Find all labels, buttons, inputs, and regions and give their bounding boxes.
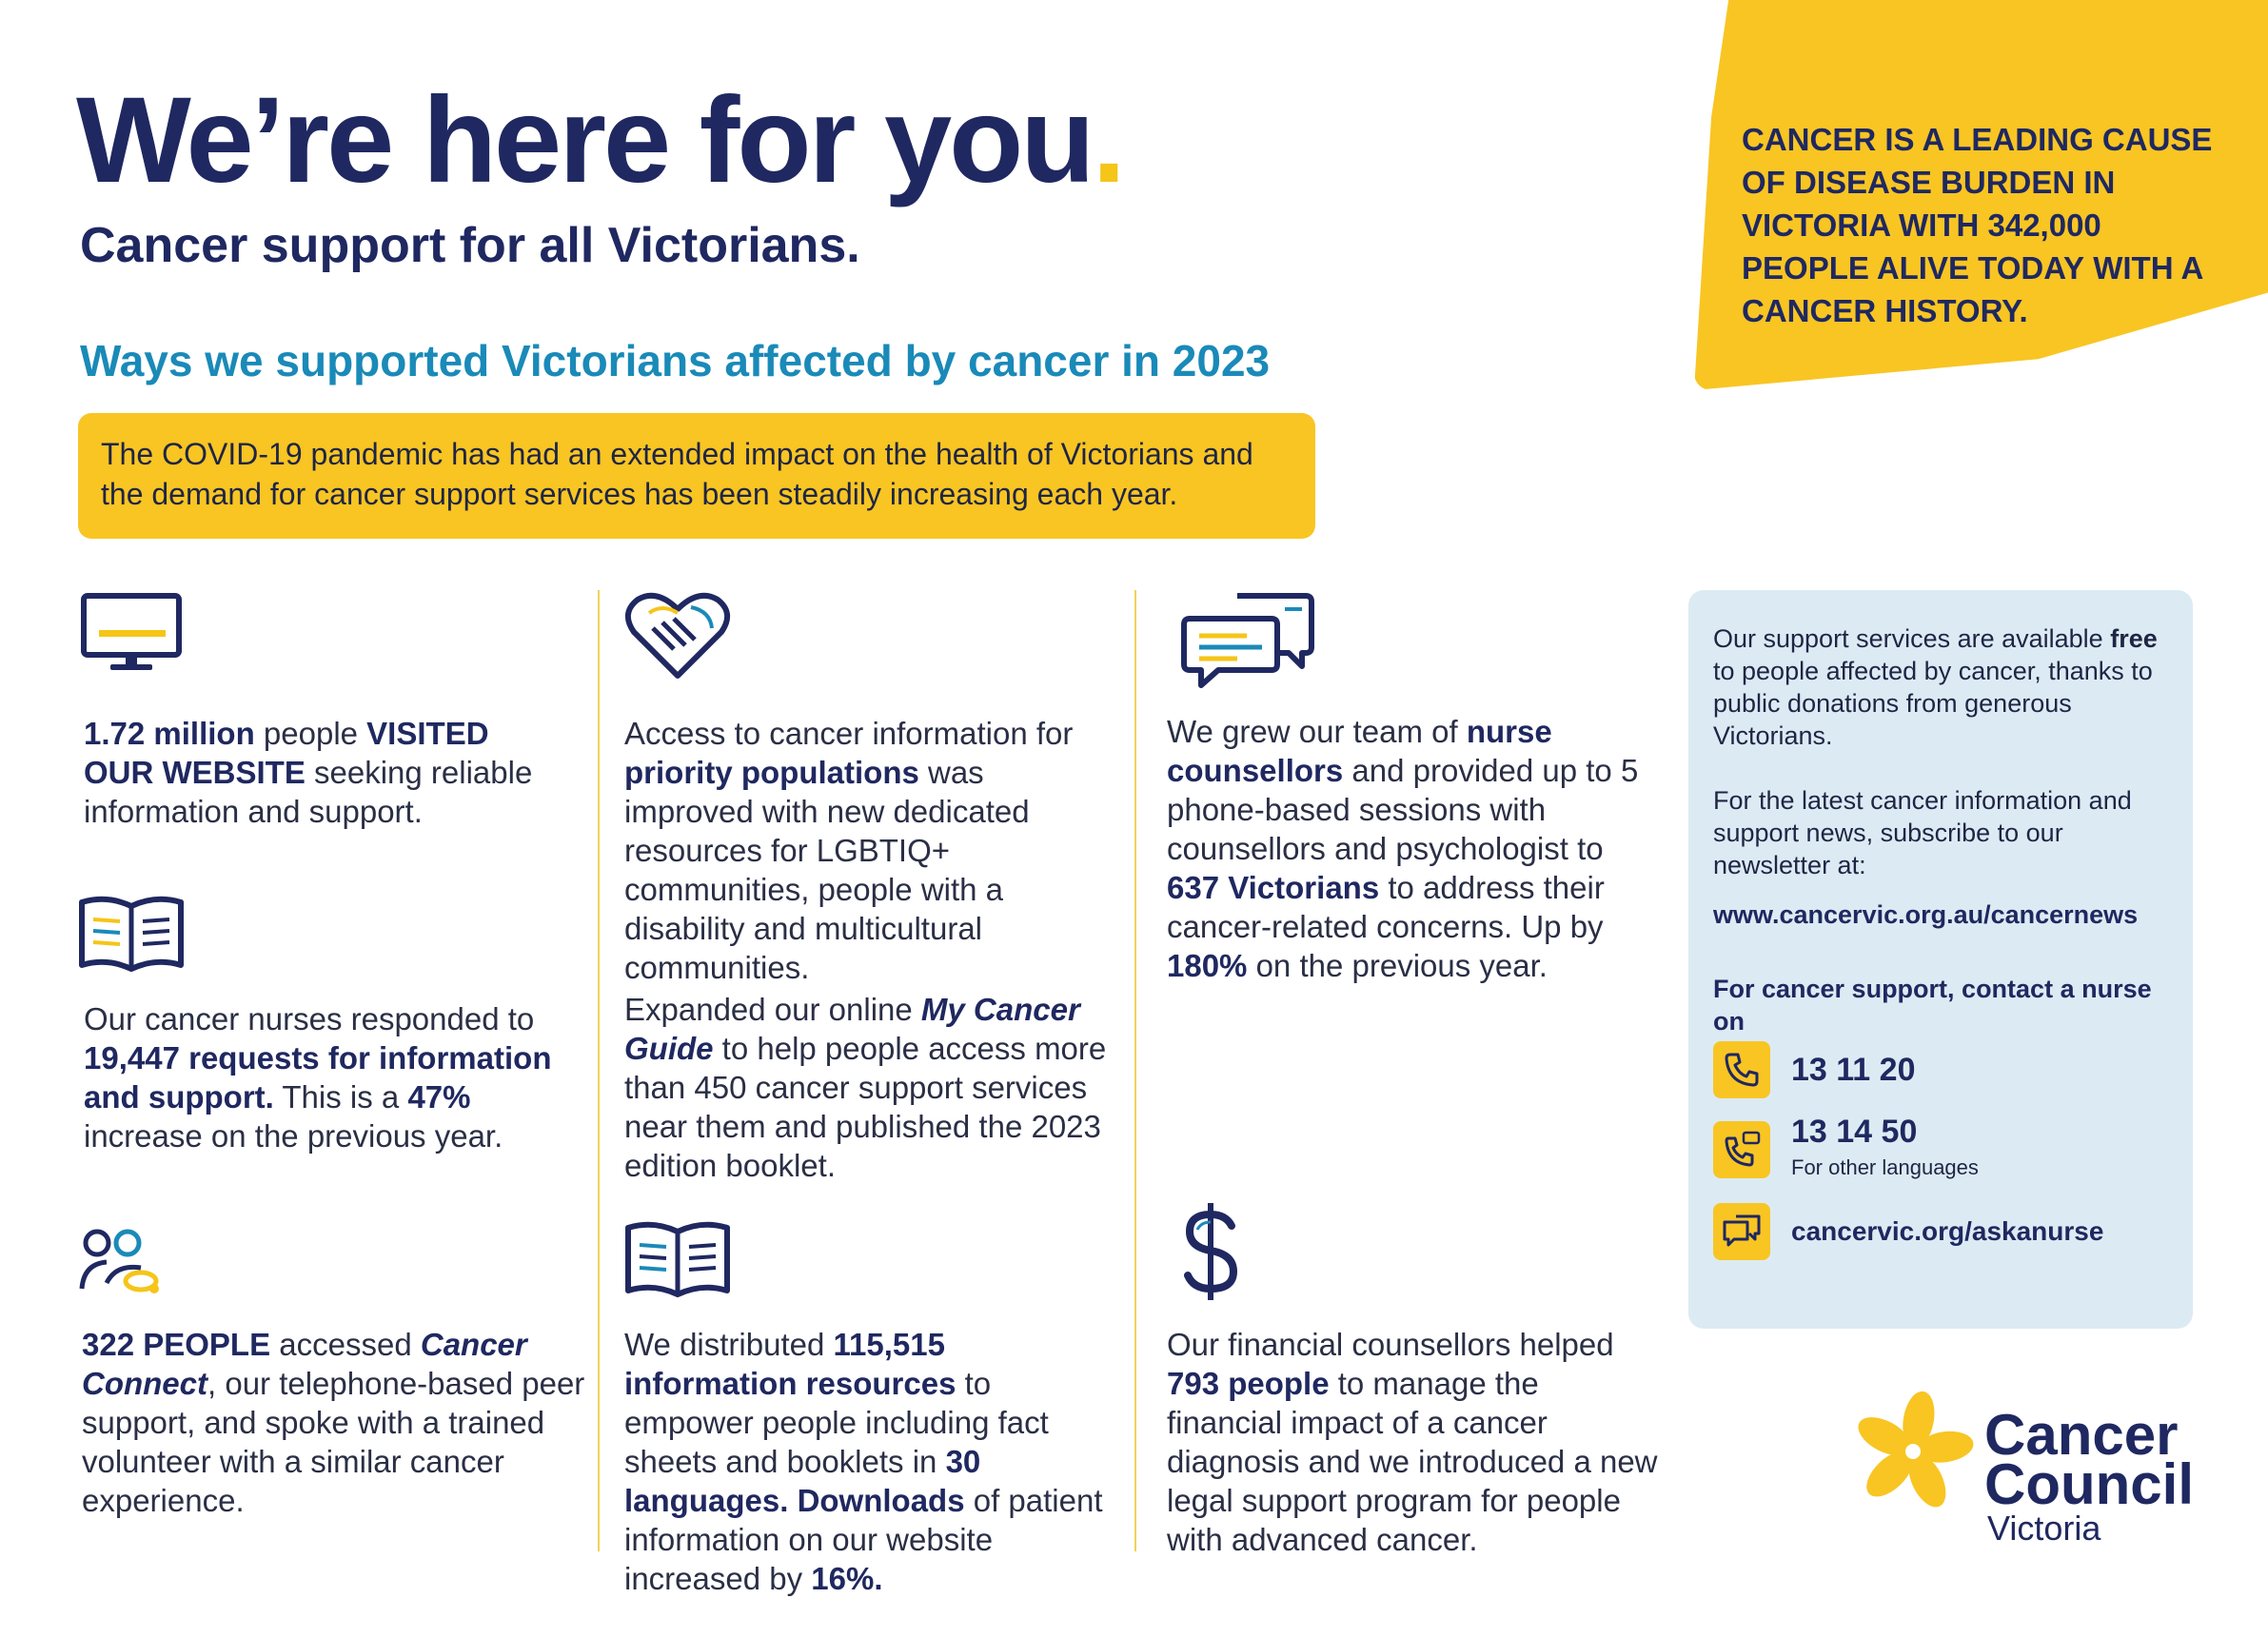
cancer-council-logo-icon xyxy=(1851,1390,1975,1513)
counsellors-text: We grew our team of nurse counsellors and provided up to 5 phone-based sessions with counsellors and psychologist to 637 Victorians to address their cancer-related concerns. Up by 180% on the previous year. xyxy=(1167,714,1639,983)
financial-text: Our financial counsellors helped 793 people to manage the financial impact of a cancer diagnosis and we introduced a new legal support program for people with advanced cancer. xyxy=(1167,1327,1658,1557)
newsletter-link[interactable]: www.cancervic.org.au/cancernews xyxy=(1713,900,2139,929)
phone-language-icon xyxy=(1713,1121,1770,1178)
page-subtitle: Cancer support for all Victorians. xyxy=(80,218,860,273)
contact-phone-value: 13 11 20 xyxy=(1791,1052,1916,1088)
connect-stat-text: 322 PEOPLE accessed Cancer Connect, our telephone-based peer support, and spoke with a trained volunteer with a similar cancer experience. xyxy=(82,1327,585,1518)
section-heading: Ways we supported Victorians affected by cancer in 2023 xyxy=(80,336,1271,385)
handshake-heart-icon xyxy=(624,590,731,681)
contact-languages-sub: For other languages xyxy=(1791,1155,1979,1179)
panel-newsletter-text: For the latest cancer information and support news, subscribe to our newsletter at: xyxy=(1713,786,2132,879)
column-divider xyxy=(598,590,600,1551)
open-book-icon xyxy=(78,895,185,975)
website-stat-text: 1.72 million people VISITED OUR WEBSITE seeking reliable information and support. xyxy=(84,716,533,829)
booklet-icon xyxy=(624,1220,731,1300)
contact-languages-value: 13 14 50 xyxy=(1791,1114,1918,1150)
covid-notice: The COVID-19 pandemic has had an extended impact on the health of Victorians and the demand for cancer support services has been steadily increasing each year. xyxy=(78,413,1315,539)
contact-heading: For cancer support, contact a nurse on xyxy=(1713,975,2152,1036)
priority-text: Access to cancer information for priority populations was improved with new dedicated resources for LGBTIQ+ communities, people with a disability and multicultural communities. xyxy=(624,716,1074,985)
corner-callout-text: CANCER IS A LEADING CAUSE OF DISEASE BURDEN IN VICTORIA WITH 342,000 PEOPLE ALIVE TODAY WITH A CANCER HISTORY. xyxy=(1742,122,2213,328)
nurses-stat-text: Our cancer nurses responded to 19,447 requests for information and support. This is a 47% increase on the previous year. xyxy=(84,1001,552,1154)
panel-free-text: Our support services are available free to people affected by cancer, thanks to public donations from generous Victorians. xyxy=(1713,624,2158,750)
logo-text-victoria: Victoria xyxy=(1987,1509,2101,1548)
support-panel xyxy=(1688,590,2193,1329)
logo-text-council: Council xyxy=(1984,1452,2194,1516)
dollar-icon xyxy=(1180,1201,1243,1302)
contact-languages[interactable] xyxy=(1713,1115,1979,1184)
resources-text: We distributed 115,515 information resources to empower people including fact sheets and booklets in 30 languages. Downloads of patient information on our website increased by 16%. xyxy=(624,1327,1103,1596)
page-title: We’re here for you. xyxy=(76,72,1124,208)
title-dot: . xyxy=(1092,72,1124,208)
column-divider xyxy=(1134,590,1136,1551)
contact-phone[interactable] xyxy=(1713,1041,1915,1098)
contact-chat[interactable] xyxy=(1713,1203,2103,1260)
phone-icon xyxy=(1713,1041,1770,1098)
monitor-icon xyxy=(80,592,185,674)
chat-icon xyxy=(1713,1203,1770,1260)
chat-bubbles-icon xyxy=(1180,590,1315,689)
guide-text: Expanded our online My Cancer Guide to help people access more than 450 cancer support services near them and published the 2023 edition booklet. xyxy=(624,992,1107,1183)
contact-chat-value: cancervic.org/askanurse xyxy=(1791,1216,2104,1246)
logo-text-cancer: Cancer xyxy=(1984,1403,2179,1467)
people-icon xyxy=(78,1226,164,1302)
